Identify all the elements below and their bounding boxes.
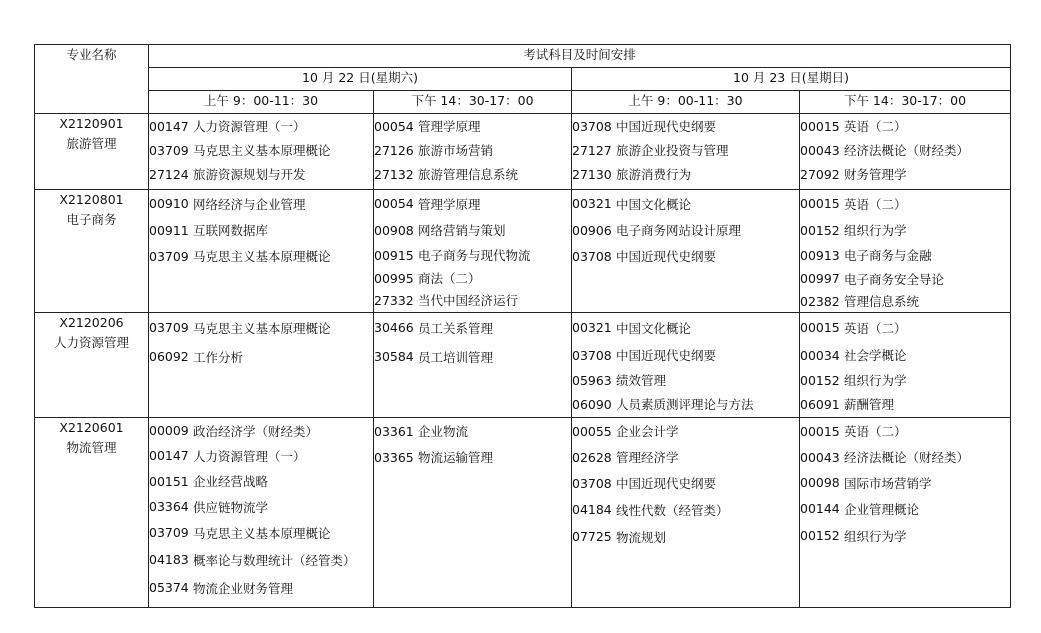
- course-name: 互联网数据库: [193, 223, 269, 238]
- course-code: 00147: [149, 118, 189, 134]
- exam-entry: [572, 368, 799, 392]
- course-code: 03709: [149, 142, 189, 158]
- exam-entry: [572, 444, 799, 470]
- exam-slot-cell: [149, 114, 374, 190]
- exam-entry: [374, 444, 571, 470]
- course-code: 00911: [149, 222, 189, 238]
- course-name: 管理学原理: [418, 196, 481, 212]
- exam-entry: [149, 546, 373, 573]
- course-name: 网络经济与企业管理: [193, 196, 306, 212]
- exam-entry: [800, 392, 1010, 416]
- course-name: 英语（二）: [844, 119, 907, 134]
- course-name: 管理信息系统: [844, 294, 920, 309]
- course-name: 组织行为学: [844, 223, 907, 238]
- major-name: 人力资源管理: [53, 335, 129, 350]
- course-code: 00015: [800, 320, 840, 335]
- course-code: 05374: [149, 580, 189, 595]
- course-code: 27126: [374, 142, 414, 158]
- course-name: 员工培训管理: [418, 349, 494, 365]
- course-code: 00043: [800, 449, 840, 465]
- course-code: 30584: [374, 349, 414, 364]
- exam-entry: [800, 267, 1010, 290]
- course-code: 00015: [800, 423, 840, 439]
- course-code: 00915: [374, 247, 414, 263]
- course-code: 06091: [800, 396, 840, 412]
- course-name: 物流运输管理: [418, 450, 494, 465]
- exam-entry: [374, 138, 571, 162]
- exam-entry: [374, 267, 571, 289]
- course-code: 03708: [572, 347, 612, 363]
- course-name: 管理经济学: [616, 450, 679, 465]
- exam-entry: [800, 418, 1010, 444]
- course-code: 00906: [572, 222, 612, 238]
- course-code: 27332: [374, 292, 414, 308]
- major-code: X2120206: [59, 315, 124, 330]
- schedule-title: 考试科目及时间安排: [149, 45, 1011, 68]
- exam-slot-cell: [572, 190, 800, 313]
- course-name: 财务管理学: [844, 167, 907, 182]
- exam-slot-cell: [800, 313, 1011, 418]
- course-name: 政治经济学（财经类）: [193, 423, 319, 439]
- course-name: 员工关系管理: [418, 320, 494, 336]
- course-code: 03361: [374, 423, 414, 439]
- major-row: [35, 114, 1011, 190]
- exam-entry: [572, 418, 799, 444]
- course-name: 物流企业财务管理: [193, 580, 294, 596]
- course-code: 03709: [149, 248, 189, 264]
- course-code: 03364: [149, 499, 189, 514]
- exam-slot-cell: [149, 313, 374, 418]
- course-name: 旅游管理信息系统: [418, 167, 519, 182]
- course-code: 00152: [800, 372, 840, 388]
- major-cell: [35, 190, 149, 313]
- exam-slot-cell: [572, 114, 800, 190]
- major-header: 专业名称: [35, 45, 149, 114]
- date-header-day2: 10 月 23 日(星期日): [572, 68, 1011, 91]
- course-code: 02382: [800, 293, 840, 309]
- major-cell: [35, 313, 149, 418]
- exam-slot-cell: [374, 190, 572, 313]
- major-code: X2120801: [59, 192, 124, 207]
- course-name: 中国文化概论: [616, 196, 692, 212]
- exam-entry: [800, 190, 1010, 217]
- major-cell: [35, 418, 149, 608]
- exam-entry: [149, 243, 373, 269]
- course-name: 组织行为学: [844, 373, 907, 388]
- course-code: 00321: [572, 320, 612, 335]
- course-name: 电子商务安全导论: [844, 271, 945, 287]
- exam-entry: [374, 342, 571, 371]
- exam-entry: [149, 468, 373, 494]
- exam-slot-cell: [149, 190, 374, 313]
- exam-entry: [572, 470, 799, 496]
- course-code: 00055: [572, 423, 612, 439]
- course-code: 00054: [374, 196, 414, 211]
- course-name: 企业管理概论: [844, 501, 920, 517]
- course-name: 旅游资源规划与开发: [193, 167, 306, 182]
- course-code: 00034: [800, 347, 840, 363]
- course-name: 网络营销与策划: [418, 223, 506, 238]
- course-code: 27092: [800, 166, 840, 182]
- course-name: 马克思主义基本原理概论: [193, 525, 331, 541]
- exam-entry: [149, 190, 373, 217]
- course-name: 绩效管理: [616, 373, 667, 388]
- course-name: 电子商务与现代物流: [418, 248, 531, 263]
- exam-entry: [572, 162, 799, 186]
- course-name: 供应链物流学: [193, 499, 269, 515]
- exam-entry: [800, 522, 1010, 549]
- exam-slot-cell: [374, 418, 572, 608]
- course-name: 商法（二）: [418, 271, 481, 286]
- course-name: 中国近现代史纲要: [616, 249, 717, 264]
- exam-entry: [800, 162, 1010, 186]
- course-code: 00015: [800, 118, 840, 134]
- course-name: 旅游消费行为: [616, 167, 692, 182]
- course-name: 当代中国经济运行: [418, 293, 519, 308]
- course-code: 04183: [149, 552, 189, 567]
- course-name: 马克思主义基本原理概论: [193, 143, 331, 158]
- course-code: 00098: [800, 475, 840, 490]
- exam-entry: [149, 313, 373, 342]
- major-code: X2120901: [59, 116, 124, 131]
- exam-slot-cell: [800, 190, 1011, 313]
- course-code: 00321: [572, 196, 612, 211]
- exam-entry: [800, 470, 1010, 495]
- exam-slot-cell: [800, 114, 1011, 190]
- exam-entry: [572, 313, 799, 342]
- course-name: 英语（二）: [844, 196, 907, 212]
- exam-entry: [800, 138, 1010, 162]
- course-code: 00908: [374, 222, 414, 238]
- course-name: 马克思主义基本原理概论: [193, 249, 331, 264]
- course-name: 中国近现代史纲要: [616, 119, 717, 134]
- exam-entry: [374, 190, 571, 217]
- course-name: 英语（二）: [844, 320, 907, 336]
- session-header: 下午 14：30-17：00: [800, 91, 1011, 114]
- course-name: 人力资源管理（一）: [193, 119, 306, 134]
- course-name: 电子商务与金融: [844, 248, 932, 263]
- major-code: X2120601: [59, 420, 124, 435]
- exam-entry: [149, 573, 373, 602]
- exam-entry: [149, 443, 373, 468]
- exam-slot-cell: [374, 114, 572, 190]
- course-code: 00913: [800, 247, 840, 263]
- course-name: 社会学概论: [844, 348, 907, 363]
- exam-entry: [149, 418, 373, 443]
- course-code: 00054: [374, 118, 414, 134]
- course-code: 00147: [149, 448, 189, 463]
- major-name: 电子商务: [66, 212, 117, 227]
- header-row-title: [35, 45, 1011, 68]
- exam-entry: [800, 243, 1010, 267]
- course-name: 企业经营战略: [193, 474, 269, 489]
- course-name: 薪酬管理: [844, 397, 895, 412]
- course-code: 06092: [149, 349, 189, 364]
- exam-entry: [800, 313, 1010, 342]
- course-name: 电子商务网站设计原理: [616, 223, 742, 238]
- course-code: 30466: [374, 320, 414, 335]
- course-code: 06090: [572, 396, 612, 412]
- exam-entry: [572, 217, 799, 243]
- exam-entry: [374, 217, 571, 243]
- header-row-dates: [35, 68, 1011, 91]
- exam-entry: [149, 138, 373, 162]
- exam-entry: [800, 290, 1010, 312]
- course-code: 03709: [149, 320, 189, 335]
- exam-entry: [374, 313, 571, 342]
- course-name: 线性代数（经管类）: [616, 502, 729, 518]
- major-row: [35, 190, 1011, 313]
- course-code: 00151: [149, 473, 189, 489]
- course-name: 中国近现代史纲要: [616, 348, 717, 363]
- exam-slot-cell: [149, 418, 374, 608]
- exam-entry: [149, 519, 373, 546]
- course-name: 企业物流: [418, 424, 469, 439]
- exam-slot-cell: [572, 418, 800, 608]
- exam-entry: [572, 523, 799, 550]
- exam-entry: [374, 114, 571, 138]
- exam-entry: [149, 114, 373, 138]
- course-code: 27127: [572, 142, 612, 158]
- major-name: 旅游管理: [66, 136, 117, 151]
- exam-entry: [572, 138, 799, 162]
- exam-entry: [149, 162, 373, 186]
- course-code: 00043: [800, 142, 840, 158]
- course-name: 国际市场营销学: [844, 475, 932, 491]
- session-header: 上午 9：00-11：30: [572, 91, 800, 114]
- course-code: 02628: [572, 449, 612, 465]
- exam-entry: [800, 114, 1010, 138]
- course-code: 03708: [572, 248, 612, 264]
- course-name: 管理学原理: [418, 119, 481, 134]
- course-code: 27130: [572, 166, 612, 182]
- course-code: 05963: [572, 372, 612, 388]
- course-name: 经济法概论（财经类）: [844, 143, 970, 158]
- exam-entry: [800, 342, 1010, 368]
- course-code: 07725: [572, 529, 612, 544]
- course-code: 03708: [572, 475, 612, 491]
- course-name: 人员素质测评理论与方法: [616, 397, 754, 412]
- exam-entry: [800, 495, 1010, 522]
- exam-entry: [374, 243, 571, 267]
- schedule-body: [35, 114, 1011, 608]
- major-row: [35, 313, 1011, 418]
- course-name: 中国文化概论: [616, 320, 692, 336]
- date-header-day1: 10 月 22 日(星期六): [149, 68, 572, 91]
- course-name: 英语（二）: [844, 424, 907, 439]
- exam-entry: [800, 368, 1010, 392]
- exam-entry: [572, 114, 799, 138]
- course-code: 00015: [800, 196, 840, 211]
- exam-entry: [149, 217, 373, 243]
- exam-entry: [800, 217, 1010, 243]
- exam-entry: [572, 342, 799, 368]
- course-name: 马克思主义基本原理概论: [193, 320, 331, 336]
- course-name: 组织行为学: [844, 528, 907, 544]
- exam-schedule-table: [34, 44, 1011, 608]
- exam-slot-cell: [374, 313, 572, 418]
- exam-entry: [572, 190, 799, 217]
- exam-entry: [149, 494, 373, 519]
- course-name: 经济法概论（财经类）: [844, 450, 970, 465]
- exam-entry: [374, 418, 571, 444]
- course-name: 工作分析: [193, 349, 244, 365]
- session-header: 下午 14：30-17：00: [374, 91, 572, 114]
- course-name: 旅游市场营销: [418, 143, 494, 158]
- course-code: 00144: [800, 501, 840, 516]
- course-code: 27124: [149, 166, 189, 182]
- course-name: 企业会计学: [616, 424, 679, 439]
- course-code: 00997: [800, 271, 840, 286]
- exam-entry: [572, 496, 799, 523]
- course-code: 00910: [149, 196, 189, 211]
- major-name: 物流管理: [66, 440, 117, 455]
- exam-slot-cell: [572, 313, 800, 418]
- exam-slot-cell: [800, 418, 1011, 608]
- exam-entry: [374, 162, 571, 186]
- course-code: 27132: [374, 166, 414, 182]
- exam-entry: [149, 342, 373, 371]
- major-row: [35, 418, 1011, 608]
- course-code: 04184: [572, 502, 612, 517]
- course-code: 00995: [374, 270, 414, 286]
- course-name: 旅游企业投资与管理: [616, 143, 729, 158]
- course-name: 中国近现代史纲要: [616, 476, 717, 491]
- course-code: 00152: [800, 222, 840, 238]
- course-code: 03708: [572, 118, 612, 134]
- exam-entry: [374, 289, 571, 311]
- exam-entry: [572, 243, 799, 269]
- course-code: 00152: [800, 528, 840, 543]
- major-cell: [35, 114, 149, 190]
- course-code: 00009: [149, 423, 189, 438]
- exam-entry: [572, 392, 799, 416]
- course-code: 03709: [149, 525, 189, 540]
- course-name: 人力资源管理（一）: [193, 448, 306, 464]
- exam-entry: [800, 444, 1010, 470]
- session-header: 上午 9：00-11：30: [149, 91, 374, 114]
- header-row-sessions: [35, 91, 1011, 114]
- course-name: 概率论与数理统计（经管类）: [193, 552, 356, 568]
- course-code: 03365: [374, 449, 414, 465]
- course-name: 物流规划: [616, 529, 667, 545]
